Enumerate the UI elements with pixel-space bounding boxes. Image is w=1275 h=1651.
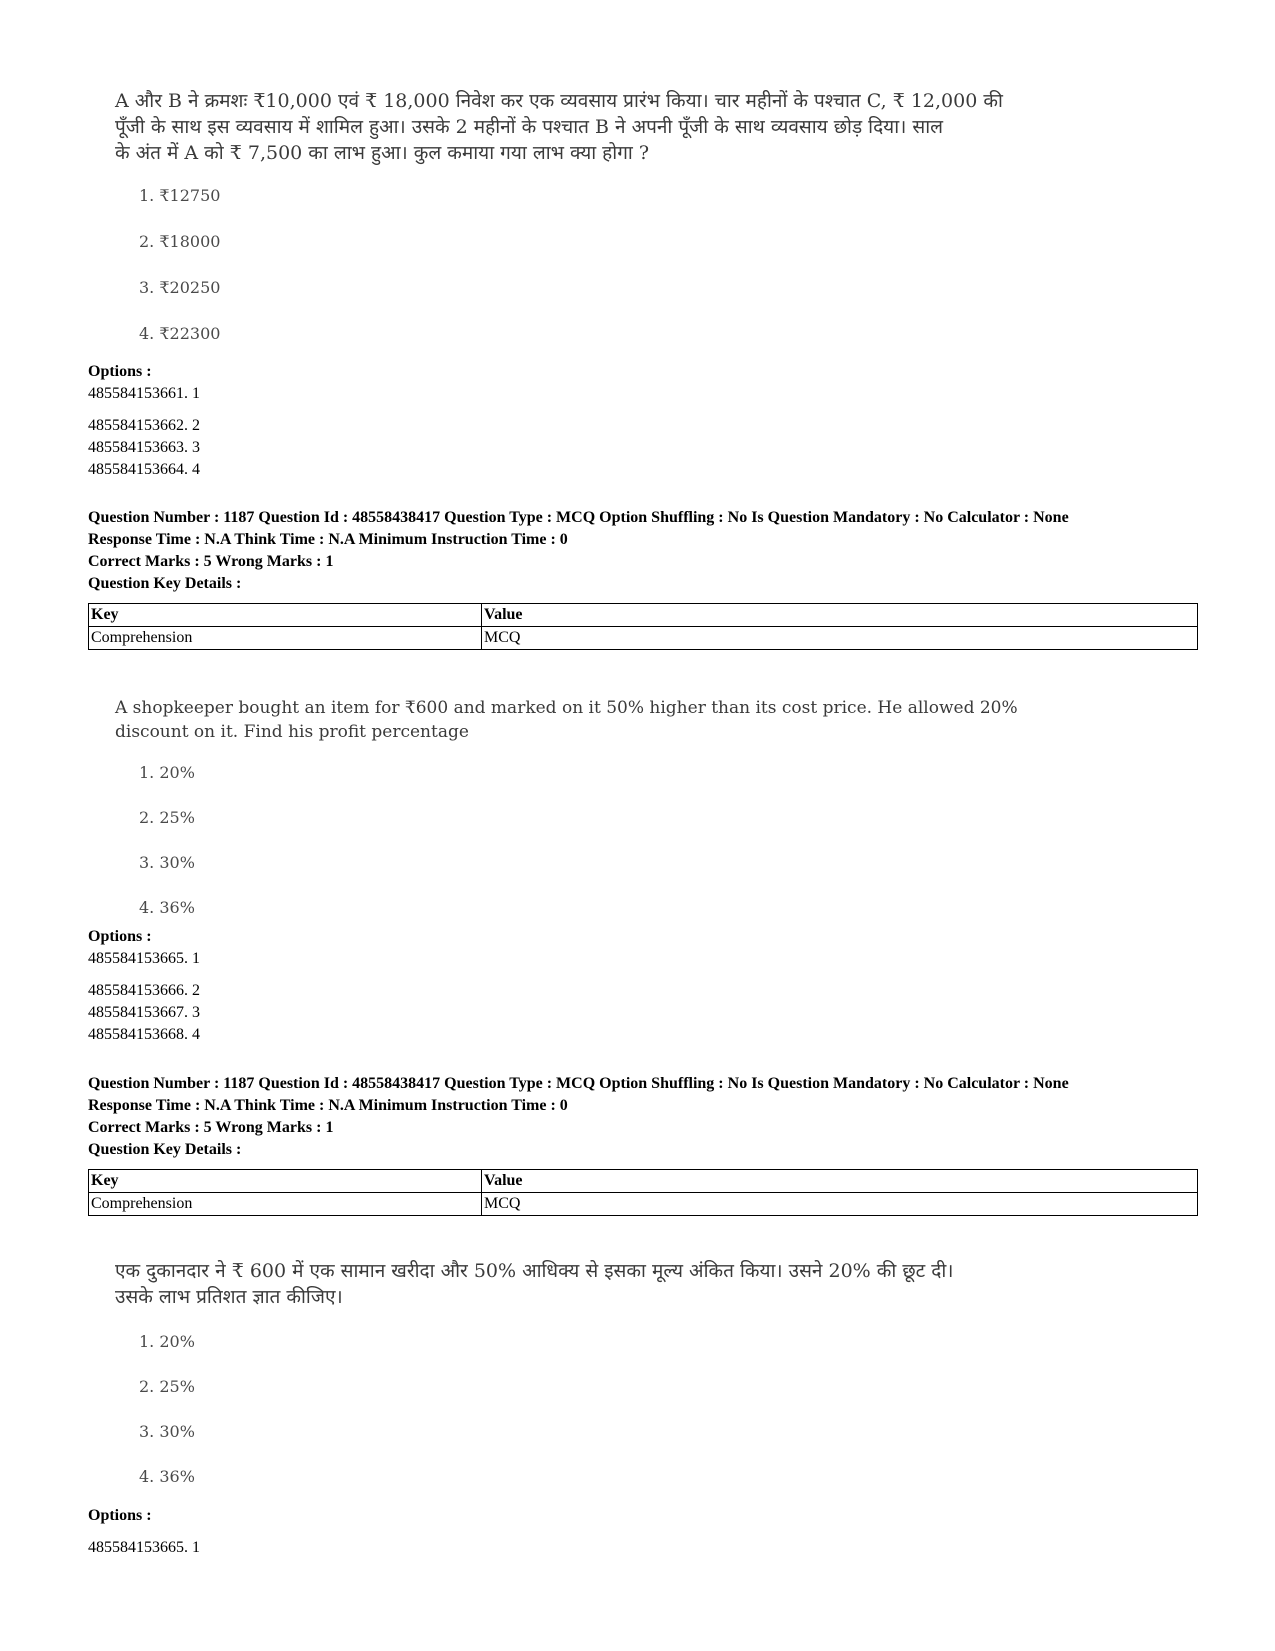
- meta-line: Response Time : N.A Think Time : N.A Minimum Instruction Time : 0: [88, 531, 568, 548]
- options-section: [88, 926, 200, 1046]
- choice-item: 3. 30%: [139, 1422, 195, 1441]
- question-line: एक दुकानदार ने ₹ 600 में एक सामान खरीदा और 50% आधिक्य से इसका मूल्य अंकित किया। उसने 20% की छूट दी।: [115, 1260, 954, 1282]
- question-line: पूँजी के साथ इस व्यवसाय में शामिल हुआ। उसके 2 महीनों के पश्चात B ने अपनी पूँजी के साथ व्यवसाय छोड़ दिया। साल: [115, 116, 944, 138]
- option-id: 485584153661. 1: [88, 385, 200, 402]
- key-cell: Comprehension: [89, 627, 482, 650]
- option-id: 485584153665. 1: [88, 950, 200, 967]
- choice-list: [139, 1332, 195, 1512]
- value-header: Value: [482, 1170, 1198, 1193]
- choice-item: 1. ₹12750: [139, 186, 221, 205]
- table-header-row: [89, 1170, 1198, 1193]
- choice-item: 4. 36%: [139, 1467, 195, 1486]
- question-meta: [88, 1073, 1069, 1161]
- question-text-hindi-1: [115, 88, 1003, 166]
- choice-item: 3. 30%: [139, 853, 195, 872]
- question-line: के अंत में A को ₹ 7,500 का लाभ हुआ। कुल कमाया गया लाभ क्या होगा ?: [115, 142, 650, 164]
- table-header-row: [89, 604, 1198, 627]
- value-header: Value: [482, 604, 1198, 627]
- options-section: [88, 1505, 200, 1559]
- choice-item: 2. 25%: [139, 1377, 195, 1396]
- table-row: [89, 627, 1198, 650]
- choice-list: [139, 186, 220, 370]
- question-line: उसके लाभ प्रतिशत ज्ञात कीजिए।: [115, 1286, 343, 1308]
- choice-item: 1. 20%: [139, 763, 195, 782]
- options-label: Options :: [88, 363, 152, 380]
- choice-item: 2. ₹18000: [139, 232, 221, 251]
- choice-item: 1. 20%: [139, 1332, 195, 1351]
- option-id: 485584153662. 2: [88, 417, 200, 434]
- question-line: discount on it. Find his profit percentage: [115, 722, 469, 742]
- choice-item: 4. 36%: [139, 898, 195, 917]
- meta-line: Correct Marks : 5 Wrong Marks : 1: [88, 553, 334, 570]
- meta-line: Question Number : 1187 Question Id : 48558438417 Question Type : MCQ Option Shuffling : No Is Question Mandatory : No Calculator : None: [88, 509, 1069, 526]
- choice-item: 2. 25%: [139, 808, 195, 827]
- option-id: 485584153663. 3: [88, 439, 200, 456]
- question-line: A shopkeeper bought an item for ₹600 and marked on it 50% higher than its cost price. He allowed 20%: [115, 698, 1018, 718]
- question-meta: [88, 507, 1069, 595]
- choice-list: [139, 763, 195, 943]
- options-label: Options :: [88, 1507, 152, 1524]
- choice-item: 4. ₹22300: [139, 324, 221, 343]
- meta-line: Correct Marks : 5 Wrong Marks : 1: [88, 1119, 334, 1136]
- value-cell: MCQ: [482, 627, 1198, 650]
- question-text-hindi-2: [115, 1258, 953, 1310]
- table-row: [89, 1193, 1198, 1216]
- meta-line: Question Key Details :: [88, 575, 242, 592]
- key-header: Key: [89, 1170, 482, 1193]
- question-key-table: [88, 603, 1198, 650]
- value-cell: MCQ: [482, 1193, 1198, 1216]
- options-label: Options :: [88, 928, 152, 945]
- option-id: 485584153665. 1: [88, 1539, 200, 1556]
- option-id: 485584153664. 4: [88, 461, 200, 478]
- question-key-table: [88, 1169, 1198, 1216]
- meta-line: Question Number : 1187 Question Id : 48558438417 Question Type : MCQ Option Shuffling : No Is Question Mandatory : No Calculator : None: [88, 1075, 1069, 1092]
- key-cell: Comprehension: [89, 1193, 482, 1216]
- option-id: 485584153667. 3: [88, 1004, 200, 1021]
- option-id: 485584153666. 2: [88, 982, 200, 999]
- options-section: [88, 361, 200, 481]
- key-header: Key: [89, 604, 482, 627]
- meta-line: Response Time : N.A Think Time : N.A Minimum Instruction Time : 0: [88, 1097, 568, 1114]
- choice-item: 3. ₹20250: [139, 278, 221, 297]
- option-id: 485584153668. 4: [88, 1026, 200, 1043]
- question-text-english: [115, 696, 1018, 744]
- meta-line: Question Key Details :: [88, 1141, 242, 1158]
- question-line: A और B ने क्रमशः ₹10,000 एवं ₹ 18,000 निवेश कर एक व्यवसाय प्रारंभ किया। चार महीनों के पश्चात C, ₹ 12,000 की: [115, 90, 1003, 112]
